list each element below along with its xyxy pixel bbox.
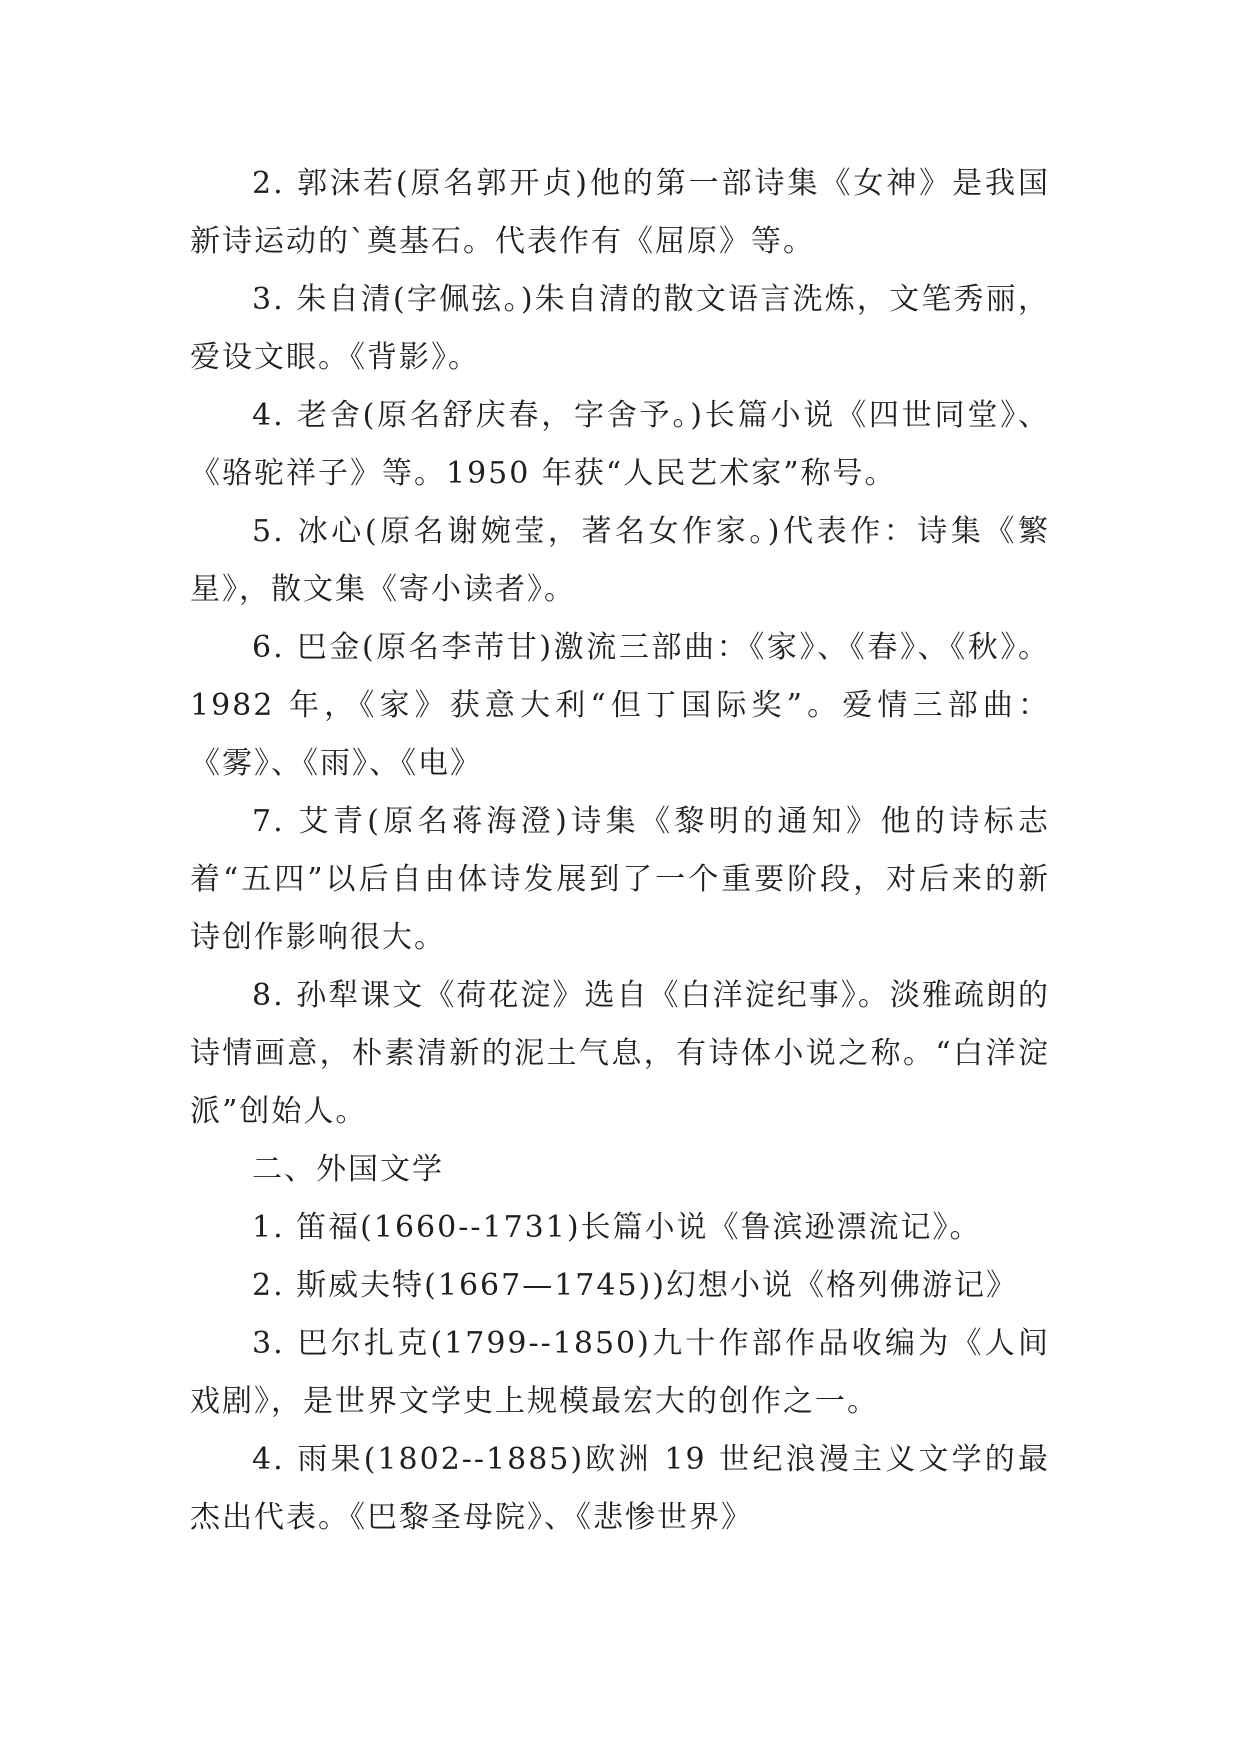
paragraph-sun-li: 8. 孙犁课文《荷花淀》选自《白洋淀纪事》。淡雅疏朗的诗情画意，朴素清新的泥土气息，有诗体小说之称。“白洋淀派”创始人。 [190, 978, 1050, 1129]
paragraph-ba-jin: 6. 巴金(原名李芾甘)激流三部曲：《家》、《春》、《秋》。1982 年，《家》获意大利“但丁国际奖”。爱情三部曲：《雾》、《雨》、《电》 [190, 630, 1050, 781]
paragraph-swift: 2. 斯威夫特(1667—1745))幻想小说《格列佛游记》 [252, 1268, 1018, 1303]
paragraph-lao-she: 4. 老舍(原名舒庆春，字舍予。)长篇小说《四世同堂》、《骆驼祥子》等。1950 年获“人民艺术家”称号。 [190, 398, 1050, 491]
paragraph-balzac: 3. 巴尔扎克(1799--1850)九十作部作品收编为《人间戏剧》，是世界文学史上规模最宏大的创作之一。 [190, 1326, 1050, 1419]
paragraph-guo-moruo: 2. 郭沫若(原名郭开贞)他的第一部诗集《女神》是我国新诗运动的`奠基石。代表作有《屈原》等。 [190, 166, 1050, 259]
document-body [190, 155, 1050, 1547]
section-heading-foreign-literature: 二、外国文学 [252, 1152, 444, 1187]
paragraph-ai-qing: 7. 艾青(原名蒋海澄)诗集《黎明的通知》他的诗标志着“五四”以后自由体诗发展到了一个重要阶段，对后来的新诗创作影响很大。 [190, 804, 1050, 955]
paragraph-bing-xin: 5. 冰心(原名谢婉莹，著名女作家。)代表作：诗集《繁星》，散文集《寄小读者》。 [190, 514, 1050, 607]
paragraph-zhu-ziqing: 3. 朱自清(字佩弦。)朱自清的散文语言洗炼，文笔秀丽，爱设文眼。《背影》。 [190, 282, 1050, 375]
paragraph-defoe: 1. 笛福(1660--1731)长篇小说《鲁滨逊漂流记》。 [252, 1210, 982, 1245]
paragraph-hugo: 4. 雨果(1802--1885)欧洲 19 世纪浪漫主义文学的最杰出代表。《巴黎圣母院》、《悲惨世界》 [190, 1442, 1050, 1535]
